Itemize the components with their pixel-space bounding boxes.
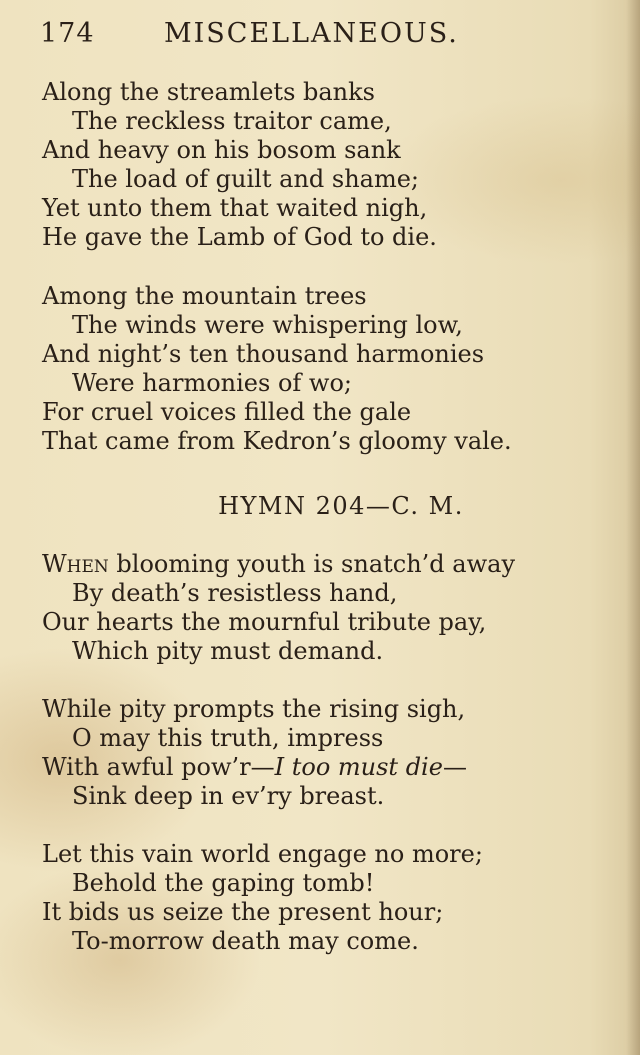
verse-line: Were harmonies of wo;: [72, 369, 352, 397]
hymn-title: HYMN 204—C. M.: [218, 492, 464, 520]
verse-line: While pity prompts the rising sigh,: [42, 695, 466, 723]
first-word: When: [42, 550, 109, 578]
verse-line: [42, 753, 602, 782]
verse-line: O may this truth, impress: [72, 724, 384, 752]
hymn-stanza-3: [42, 840, 602, 956]
verse-line: And heavy on his bosom sank: [42, 136, 401, 164]
page-number: 174: [40, 18, 95, 49]
stanza-top-1: [42, 78, 602, 252]
verse-line: Among the mountain trees: [42, 282, 367, 310]
stanza-top-2: [42, 282, 602, 456]
page-edge-shadow: [626, 0, 640, 1055]
verse-line: Let this vain world engage no more;: [42, 840, 483, 868]
italic-quote: I too must die: [274, 753, 443, 781]
verse-line-suffix: —: [442, 753, 467, 781]
verse-line: For cruel voices filled the gale: [42, 398, 412, 426]
verse-line: Yet unto them that waited nigh,: [42, 194, 428, 222]
verse-line: It bids us seize the present hour;: [42, 898, 444, 926]
verse-line: The load of guilt and shame;: [72, 165, 420, 193]
verse-line: Sink deep in ev’ry breast.: [72, 782, 385, 810]
page-header: [40, 18, 460, 54]
hymn-stanza-1: [42, 550, 602, 666]
verse-line: Which pity must demand.: [72, 637, 384, 665]
verse-line: He gave the Lamb of God to die.: [42, 223, 437, 251]
verse-line-rest: blooming youth is snatch’d away: [108, 550, 516, 578]
verse-line: And night’s ten thousand harmonies: [42, 340, 485, 368]
hymn-stanza-2: [42, 695, 602, 811]
verse-line: [42, 550, 602, 579]
verse-line: Our hearts the mournful tribute pay,: [42, 608, 487, 636]
verse-line-prefix: With awful pow’r—: [42, 753, 275, 781]
running-head: MISCELLANEOUS.: [164, 18, 459, 49]
verse-line: The winds were whispering low,: [72, 311, 463, 339]
verse-line: Behold the gaping tomb!: [72, 869, 375, 897]
verse-line: That came from Kedron’s gloomy vale.: [42, 427, 512, 455]
verse-line: To-morrow death may come.: [72, 927, 419, 955]
verse-line: By death’s resistless hand,: [72, 579, 398, 607]
verse-line: The reckless traitor came,: [72, 107, 392, 135]
verse-line: Along the streamlets banks: [42, 78, 375, 106]
